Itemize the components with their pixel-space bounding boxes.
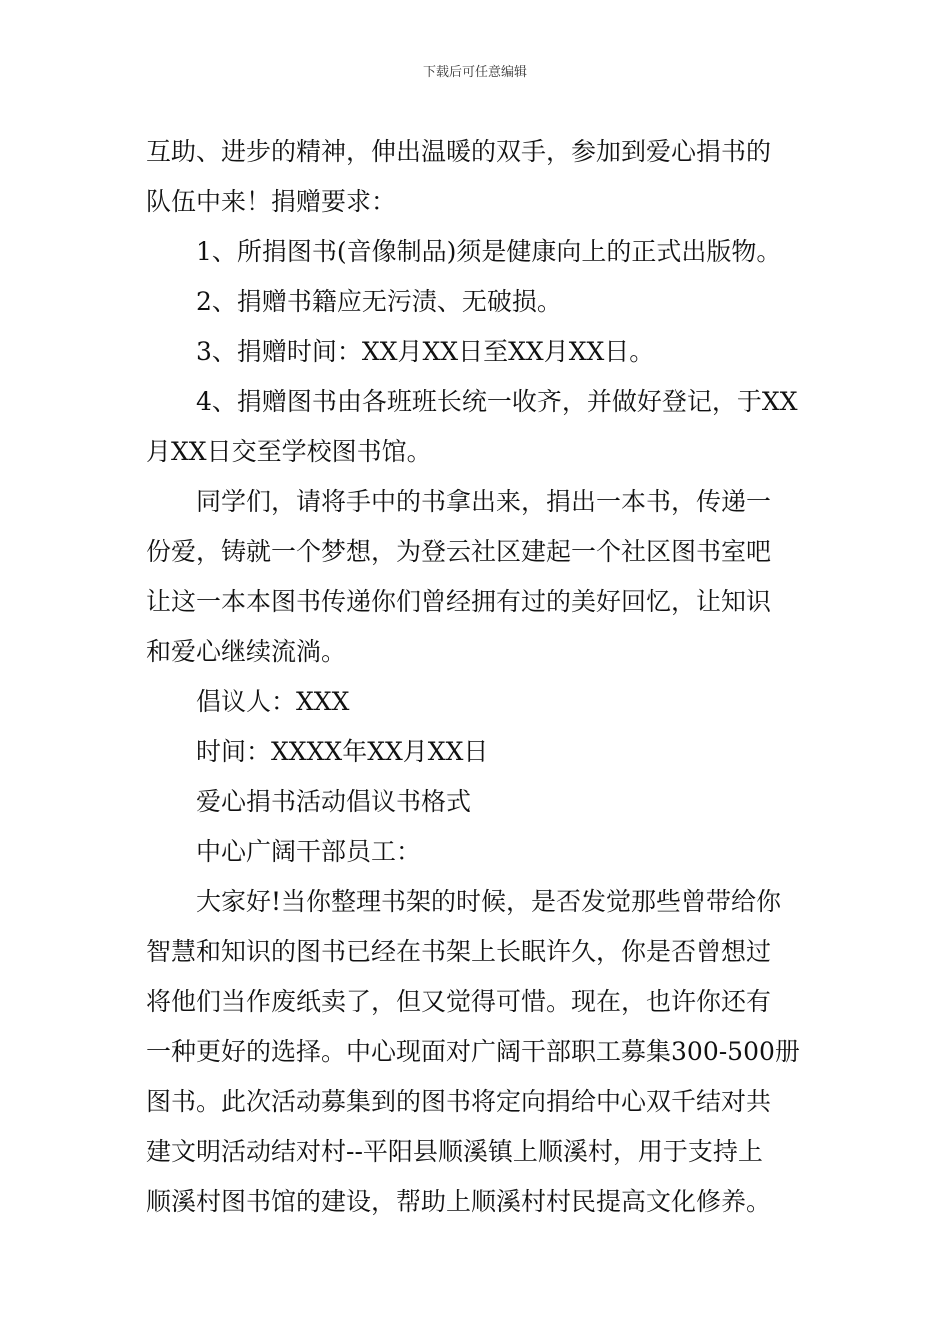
requirement-item-3: 3、捐赠时间：XX月XX日至XX月XX日。 bbox=[196, 337, 655, 366]
text-line: 和爱心继续流淌。 bbox=[146, 637, 347, 666]
text-line: 让这一本本图书传递你们曾经拥有过的美好回忆，让知识 bbox=[146, 587, 772, 616]
initiator-line: 倡议人：XXX bbox=[196, 687, 350, 716]
salutation: 中心广阔干部员工： bbox=[196, 837, 422, 866]
text-line: 智慧和知识的图书已经在书架上长眠许久，你是否曾想过 bbox=[146, 937, 772, 966]
text-line: 一种更好的选择。中心现面对广阔干部职工募集300-500册 bbox=[146, 1037, 800, 1066]
text-line: 队伍中来！捐赠要求： bbox=[146, 187, 397, 216]
text-line: 顺溪村图书馆的建设，帮助上顺溪村村民提高文化修养。 bbox=[146, 1187, 772, 1216]
text-line: 建文明活动结对村--平阳县顺溪镇上顺溪村，用于支持上 bbox=[146, 1137, 763, 1166]
paragraph-start: 大家好!当你整理书架的时候，是否发觉那些曾带给你 bbox=[196, 887, 782, 916]
section-title: 爱心捐书活动倡议书格式 bbox=[196, 787, 472, 816]
text-line: 将他们当作废纸卖了，但又觉得可惜。现在，也许你还有 bbox=[146, 987, 772, 1016]
page-header-note: 下载后可任意编辑 bbox=[422, 65, 527, 80]
paragraph-start: 同学们，请将手中的书拿出来，捐出一本书，传递一 bbox=[196, 487, 772, 516]
date-line: 时间：XXXX年XX月XX日 bbox=[196, 737, 489, 766]
requirement-item-1: 1、所捐图书(音像制品)须是健康向上的正式出版物。 bbox=[196, 237, 782, 266]
requirement-item-4: 4、捐赠图书由各班班长统一收齐，并做好登记，于XX bbox=[196, 387, 798, 416]
text-line: 互助、进步的精神，伸出温暖的双手，参加到爱心捐书的 bbox=[146, 137, 772, 166]
text-line: 图书。此次活动募集到的图书将定向捐给中心双千结对共 bbox=[146, 1087, 772, 1116]
text-line: 月XX日交至学校图书馆。 bbox=[146, 437, 432, 466]
requirement-item-2: 2、捐赠书籍应无污渍、无破损。 bbox=[196, 287, 562, 316]
document-body bbox=[146, 127, 810, 1227]
text-line: 份爱，铸就一个梦想，为登云社区建起一个社区图书室吧 bbox=[146, 537, 772, 566]
